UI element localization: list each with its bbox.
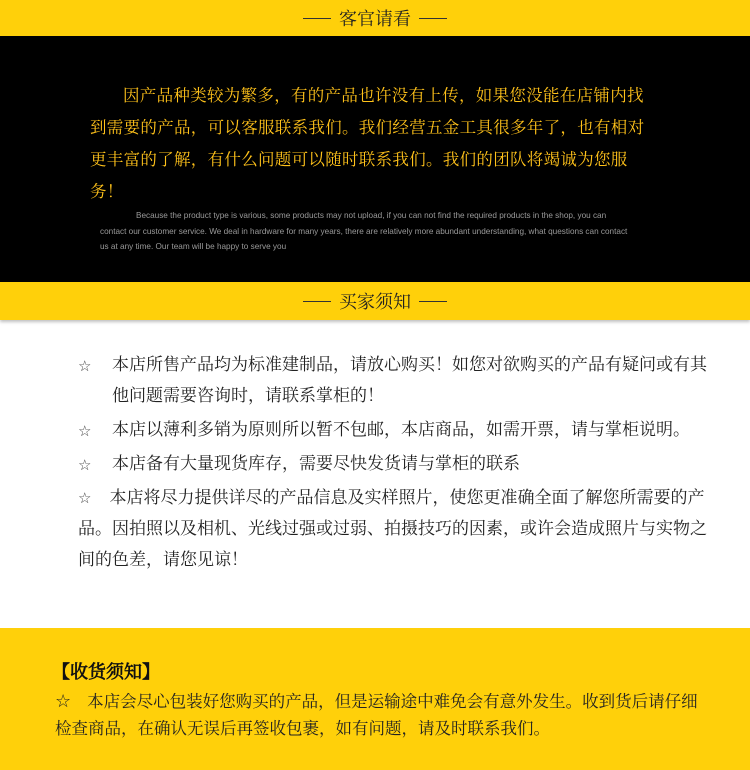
- notice-item-text: 本店所售产品均为标准建制品，请放心购买！如您对欲购买的产品有疑问或有其他问题需要咨询时，请联系掌柜的！: [112, 355, 707, 406]
- list-item: [78, 449, 708, 480]
- divider-line: [419, 301, 447, 302]
- notice-title-wrap: [295, 288, 455, 314]
- receiving-title: 【收货须知】: [52, 662, 160, 683]
- star-outline-icon: ☆: [55, 691, 72, 712]
- list-item: [78, 483, 708, 576]
- list-item: [78, 415, 708, 446]
- notice-item-text: 本店将尽力提供详尽的产品信息及实样照片，使您更准确全面了解您所需要的产品。因拍照以及相机、光线过强或过弱、拍摄技巧的因素，或许会造成照片与实物之间的色差，请您见谅！: [78, 488, 707, 570]
- notice-title: 买家须知: [339, 292, 411, 313]
- divider-line: [419, 18, 447, 19]
- header-title-wrap: [295, 5, 455, 31]
- receiving-text-block: [55, 688, 705, 742]
- intro-panel: [0, 36, 750, 282]
- list-item: [78, 350, 708, 412]
- notice-list: [78, 350, 708, 579]
- divider-line: [303, 301, 331, 302]
- star-outline-icon: ☆: [78, 489, 92, 507]
- receiving-band: [0, 628, 750, 770]
- intro-chinese-text: 因产品种类较为繁多，有的产品也许没有上传，如果您没能在店铺内找到需要的产品，可以客服联系我们。我们经营五金工具很多年了，也有相对更丰富的了解，有什么问题可以随时联系我们。我们的团队将竭诚为您服务！: [90, 86, 645, 201]
- notice-band: [0, 282, 750, 320]
- star-outline-icon: ☆: [78, 357, 92, 375]
- notice-item-text: 本店以薄利多销为原则所以暂不包邮，本店商品，如需开票，请与掌柜说明。: [112, 420, 690, 440]
- divider-line: [303, 18, 331, 19]
- receiving-text: 本店会尽心包装好您购买的产品，但是运输途中难免会有意外发生。收到货后请仔细检查商品，在确认无误后再签收包裹，如有问题，请及时联系我们。: [55, 692, 698, 738]
- star-outline-icon: ☆: [78, 422, 92, 440]
- header-title: 客官请看: [339, 9, 411, 30]
- star-outline-icon: ☆: [78, 456, 92, 474]
- notice-item-text: 本店备有大量现货库存，需要尽快发货请与掌柜的联系: [112, 454, 520, 474]
- header-band: [0, 0, 750, 36]
- intro-english-text: Because the product type is various, some products may not upload, if you can not find the required products in the shop, you can contact our customer service. We deal in hardware for many years, there are relatively more abundant understanding, what questions can contact us at any time. Our team will be happy to serve you: [100, 211, 628, 251]
